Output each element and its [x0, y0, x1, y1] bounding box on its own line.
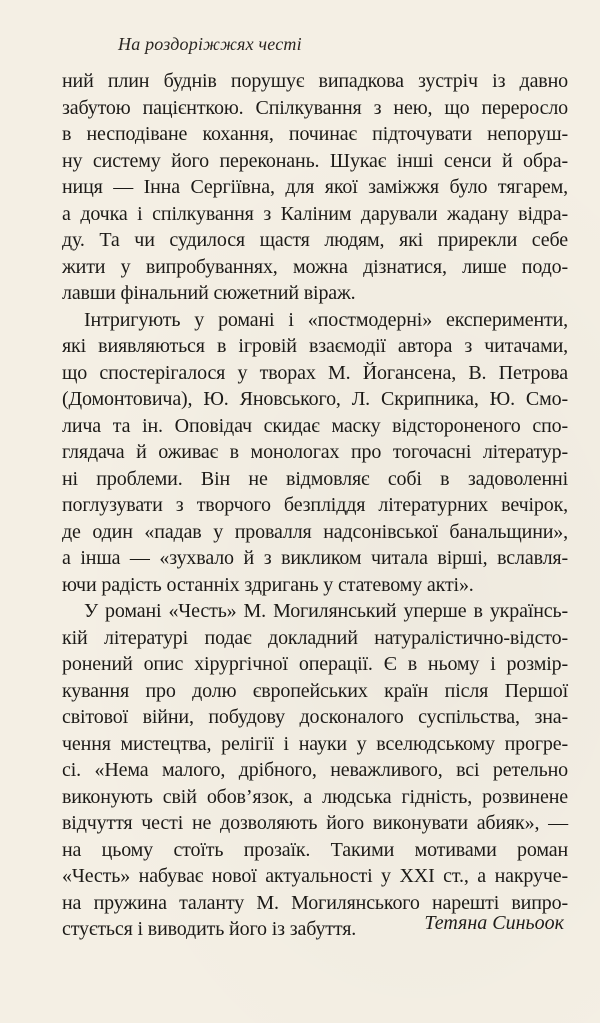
- text-line: жити у випробуваннях, можна дізнатися, лише подо-: [62, 255, 568, 278]
- text-line: Інтригують у романі і «постмодерні» експерименти,: [84, 308, 568, 331]
- text-line: глядача й оживає в монологах про тогочасні літератур-: [62, 441, 568, 463]
- text-line: а дочка і спілкування з Каліним дарували жадану відра-: [62, 202, 568, 225]
- text-line: «Честь» набуває нової актуальності у ХХІ ст., а накруче-: [62, 865, 568, 887]
- text-line: чення мистецтва, релігії і науки у вселюдському прогре-: [62, 732, 568, 755]
- text-line: (Домонтовича), Ю. Яновського, Л. Скрипника, Ю. Смо-: [62, 388, 568, 410]
- text-line: сі. «Нема малого, дрібного, неважливого, всі ретельно: [62, 759, 568, 781]
- text-line: кій літературі подає докладний натуралістично-відсто-: [62, 626, 568, 649]
- text-line: які виявляються в ігровій взаємодії автора з читачами,: [62, 335, 568, 357]
- text-line: кування про долю європейських країн після Першої: [62, 679, 568, 702]
- text-line: лавши фінальний сюжетний віраж.: [62, 282, 356, 304]
- text-line: а інша — «зухвало й з викликом читала вірші, вславля-: [62, 547, 568, 569]
- text-line: забутою пацієнткою. Спілкування з нею, що переросло: [62, 96, 568, 119]
- text-line: в несподіване кохання, починає підточувати непоруш-: [62, 123, 568, 145]
- text-line: ду. Та чи судилося щастя людям, які прирекли себе: [62, 229, 568, 251]
- text-line: ючи радість останніх здригань у статевому акті».: [62, 573, 474, 596]
- text-line: поглузувати з творчого безпліддя літературних вечірок,: [62, 494, 568, 516]
- text-line: ний плин буднів порушує випадкова зустріч із давно: [62, 70, 568, 92]
- text-line: виконують свій обов’язок, а людська гідність, розвинене: [62, 785, 568, 808]
- paragraph: [62, 598, 568, 943]
- author-signature: Тетяна Синьоок: [424, 912, 564, 934]
- text-line: ну систему його переконань. Шукає інші сенси й обра-: [62, 149, 568, 172]
- text-line: де один «падав у провалля надсонівської банальщини»,: [62, 520, 568, 543]
- paragraph: [62, 68, 568, 307]
- text-line: на пружина таланту М. Могилянського нарешті випро-: [62, 891, 568, 914]
- paragraph: [62, 307, 568, 599]
- text-line: відчуття честі не дозволяють його виконувати абияк», —: [62, 812, 568, 834]
- body-text: [62, 68, 568, 943]
- text-line: У романі «Честь» М. Могилянський уперше в українсь-: [84, 600, 568, 622]
- text-line: лича та ін. Оповідач скидає маску відстороненого спо-: [62, 414, 568, 437]
- text-line: світової війни, побудову досконалого суспільства, зна-: [62, 706, 568, 728]
- text-line: ниця — Інна Сергіївна, для якої заміжжя було тягарем,: [62, 176, 568, 198]
- text-line: ні проблеми. Він не відмовляє собі в задоволенні: [62, 467, 568, 490]
- text-line: ронений опис хірургічної операції. Є в ньому і розмір-: [62, 653, 568, 675]
- text-line: стується і виводить його із забуття.: [62, 918, 357, 940]
- running-head: На роздоріжжях честі: [118, 34, 302, 54]
- text-line: на цьому стоїть прозаїк. Такими мотивами роман: [62, 838, 568, 861]
- text-line: що спостерігалося у творах М. Йогансена, В. Петрова: [62, 361, 568, 384]
